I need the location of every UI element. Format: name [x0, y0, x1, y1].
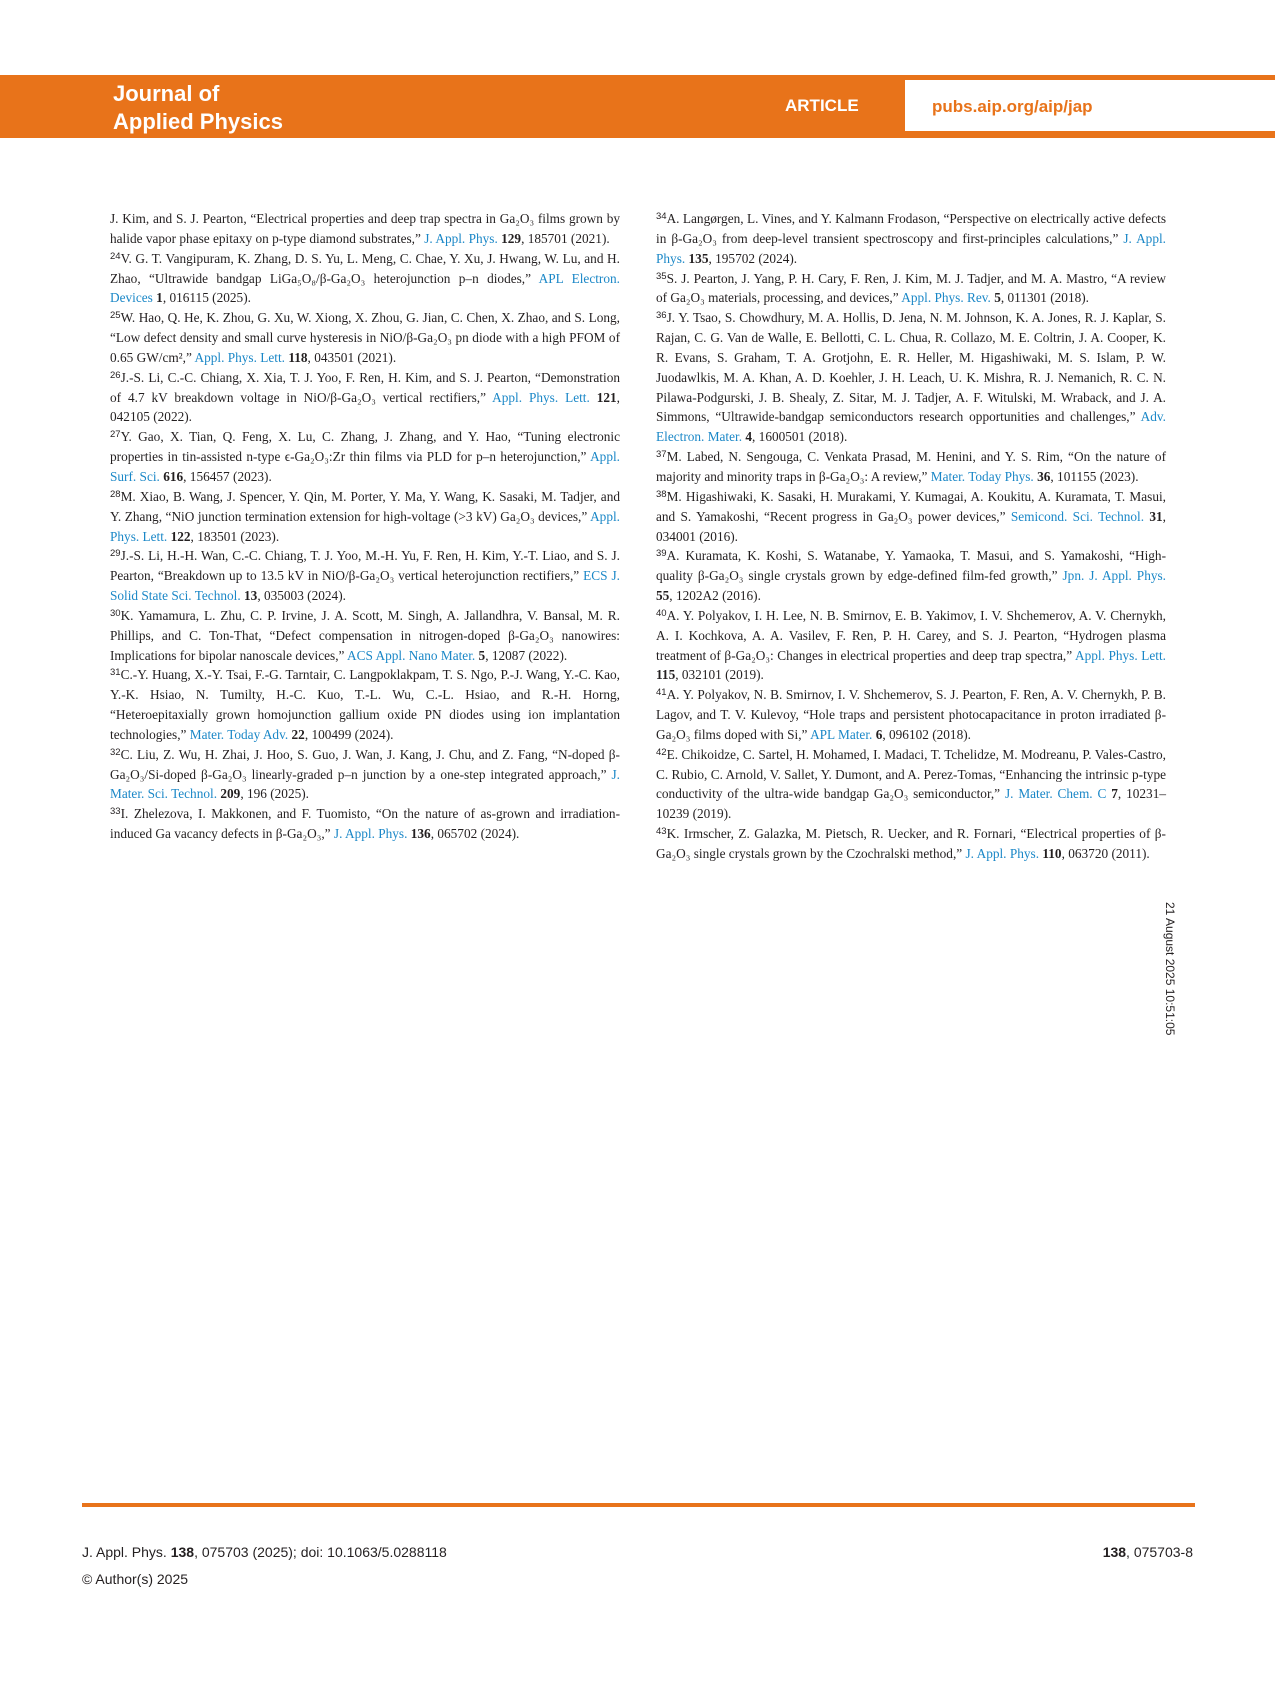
reference-text: M. Higashiwaki, K. Sasaki, H. Murakami, Y. Kumagai, A. Koukitu, A. Kuramata, T. Masui, and S. Yamakoshi, “Recent progress in Ga₂O₃ power devices,” [656, 488, 1166, 524]
reference-journal-link[interactable]: Appl. Phys. Lett. [1075, 647, 1166, 663]
reference-volume: 4 [745, 429, 753, 445]
reference-volume: 122 [170, 528, 191, 544]
reference-text: W. Hao, Q. He, K. Zhou, G. Xu, W. Xiong, X. Zhou, G. Jian, C. Chen, X. Zhao, and S. Long, “Low defect density and small curve hysteresis in NiO/β-Ga₂O₃ pn diode with a high PFOM of 0.65 GW/cm²,” [110, 310, 620, 365]
reference-item [656, 269, 1166, 309]
reference-journal-link[interactable]: Mater. Today Phys. [930, 468, 1034, 484]
reference-journal-link[interactable]: J. Mater. Chem. C [1004, 786, 1107, 802]
reference-text: V. G. T. Vangipuram, K. Zhang, D. S. Yu, L. Meng, C. Chae, Y. Xu, J. Hwang, W. Lu, and H. Zhao, “Ultrawide bandgap LiGa₅O₈/β-Ga₂O₃ heterojunction p–n diodes,” [110, 250, 620, 286]
reference-number: 41 [656, 687, 667, 699]
reference-text: A. Kuramata, K. Koshi, S. Watanabe, Y. Yamaoka, T. Masui, and S. Yamakoshi, “High-quality β-Ga₂O₃ single crystals grown by edge-defined film-fed growth,” [656, 548, 1166, 584]
reference-number: 33 [110, 806, 121, 818]
footer-cite-prefix: J. Appl. Phys. [82, 1544, 171, 1560]
reference-volume: 22 [291, 726, 305, 742]
reference-volume: 110 [1042, 846, 1062, 861]
reference-text: Y. Gao, X. Tian, Q. Feng, X. Lu, C. Zhang, J. Zhang, and Y. Hao, “Tuning electronic properties in tin-assisted n-type ϵ-Ga₂O₃:Zr thin films via PLD for p–n heterojunction,” [110, 429, 620, 465]
reference-journal-link[interactable]: Adv. Electron. Mater. [656, 409, 1166, 445]
reference-item [110, 427, 620, 487]
reference-pages-year: , 011301 (2018). [1000, 290, 1089, 306]
reference-journal-link[interactable]: APL Mater. [810, 726, 873, 742]
reference-journal-link[interactable]: J. Appl. Phys. [656, 230, 1166, 266]
references-left-column [110, 209, 620, 844]
reference-pages-year: , 063720 (2011). [1061, 846, 1150, 861]
footer-rule [82, 1503, 1195, 1507]
reference-pages-year: , 065702 (2024). [430, 826, 520, 842]
reference-number: 32 [110, 746, 121, 758]
reference-item [110, 487, 620, 547]
footer-copyright: © Author(s) 2025 [82, 1571, 189, 1587]
reference-number: 42 [656, 746, 667, 758]
reference-number: 24 [110, 250, 121, 262]
reference-journal-link[interactable]: ACS Appl. Nano Mater. [347, 647, 476, 663]
reference-item [110, 804, 620, 844]
reference-journal-link[interactable]: Semicond. Sci. Technol. [1010, 508, 1145, 524]
reference-text: K. Yamamura, L. Zhu, C. P. Irvine, J. A. Scott, M. Singh, A. Jallandhra, V. Bansal, M. R. Phillips, and C. Ton-That, “Defect compensation in nitrogen-doped β-Ga₂O₃ nanowires: Implications for bipolar nanoscale devices,” [110, 607, 620, 663]
reference-pages-year: , 1600501 (2018). [752, 429, 848, 445]
reference-pages-year: , 100499 (2024). [304, 726, 394, 742]
reference-journal-link[interactable]: ECS J. Solid State Sci. Technol. [110, 568, 620, 604]
reference-number: 31 [110, 667, 121, 679]
reference-text: A. Y. Polyakov, N. B. Smirnov, I. V. Shchemerov, S. J. Pearton, F. Ren, A. V. Chernykh, P. B. Lagov, and T. V. Kulevoy, “Hole traps and persistent photocapacitance in proton irradiated β-Ga₂O₃ films doped with Si,” [656, 687, 1166, 742]
reference-number: 28 [110, 488, 121, 500]
reference-number: 39 [656, 548, 667, 560]
reference-volume: 135 [688, 250, 709, 266]
reference-text: C. Liu, Z. Wu, H. Zhai, J. Hoo, S. Guo, J. Wan, J. Kang, J. Chu, and Z. Fang, “N-doped β-Ga₂O₃/Si-doped β-Ga₂O₃ linearly-graded p–n junction by a one-step integrated approach,” [110, 746, 620, 782]
reference-pages-year: , 035003 (2024). [257, 588, 346, 604]
reference-journal-link[interactable]: J. Appl. Phys. [424, 230, 498, 246]
reference-volume: 616 [163, 468, 184, 484]
reference-item [656, 209, 1166, 269]
reference-number: 27 [110, 429, 121, 441]
reference-journal-link[interactable]: Appl. Phys. Lett. [194, 349, 285, 365]
reference-volume: 1 [156, 290, 163, 306]
reference-volume: 13 [244, 588, 258, 604]
reference-item [110, 546, 620, 606]
reference-pages-year: , 043501 (2021). [307, 349, 397, 365]
reference-volume: 7 [1111, 786, 1118, 802]
reference-number: 26 [110, 369, 121, 381]
reference-journal-link[interactable]: Appl. Phys. Lett. [110, 508, 620, 544]
reference-volume: 118 [288, 349, 308, 365]
reference-pages-year: , 185701 (2021). [521, 230, 610, 246]
journal-url-link[interactable]: pubs.aip.org/aip/jap [932, 97, 1093, 116]
reference-item [656, 447, 1166, 487]
reference-pages-year: , 12087 (2022). [485, 647, 568, 663]
reference-text: M. Labed, N. Sengouga, C. Venkata Prasad, M. Henini, and Y. S. Rim, “On the nature of majority and minority traps in β-Ga₂O₃: A review,” [656, 449, 1166, 484]
reference-journal-link[interactable]: J. Appl. Phys. [333, 826, 408, 842]
reference-text: J. Kim, and S. J. Pearton, “Electrical properties and deep trap spectra in Ga₂O₃ films grown by halide vapor phase epitaxy on p-type diamond substrates,” [110, 211, 620, 246]
reference-pages-year: , 032101 (2019). [675, 667, 764, 683]
reference-pages-year: , 042105 (2022). [110, 389, 620, 425]
reference-journal-link[interactable]: Jpn. J. Appl. Phys. [1062, 568, 1166, 584]
reference-number: 35 [656, 270, 667, 282]
reference-text: C.-Y. Huang, X.-Y. Tsai, F.-G. Tarntair, C. Langpoklakpam, T. S. Ngo, P.-J. Wang, Y.-C. Kao, Y.-K. Hsiao, N. Tumilty, H.-C. Kuo, T.-L. Wu, C.-L. Hsiao, and R.-H. Horng, “Heteroepitaxially grown homojunction gallium oxide PN diodes using ion implantation technologies,” [110, 667, 620, 742]
reference-item [110, 308, 620, 368]
reference-item [656, 745, 1166, 824]
reference-volume: 31 [1149, 508, 1163, 524]
margin-download-timestamp: 21 August 2025 10:51:05 [1163, 902, 1177, 1036]
reference-volume: 5 [478, 647, 486, 663]
reference-journal-link[interactable]: Appl. Phys. Lett. [492, 389, 590, 405]
reference-item [110, 209, 620, 249]
reference-journal-link[interactable]: Appl. Phys. Rev. [901, 290, 991, 306]
reference-volume: 6 [875, 726, 883, 742]
reference-item [656, 685, 1166, 745]
reference-number: 37 [656, 449, 667, 461]
reference-text: M. Xiao, B. Wang, J. Spencer, Y. Qin, M. Porter, Y. Ma, Y. Wang, K. Sasaki, M. Tadjer, and Y. Zhang, “NiO junction termination extension for high-voltage (>3 kV) Ga₂O₃ devices,” [110, 488, 620, 524]
journal-title-line1: Journal of [113, 81, 220, 106]
reference-text: A. Langørgen, L. Vines, and Y. Kalmann Frodason, “Perspective on electrically active defects in β-Ga₂O₃ from deep-level transient spectroscopy and first-principles calculations,” [656, 211, 1166, 246]
reference-pages-year: , 195702 (2024). [708, 250, 798, 266]
reference-text: E. Chikoidze, C. Sartel, H. Mohamed, I. Madaci, T. Tchelidze, M. Modreanu, P. Vales-Castro, C. Rubio, C. Arnold, V. Sallet, Y. Dumont, and A. Perez-Tomas, “Enhancing the intrinsic p-type conductivity of the ultra-wide bandgap Ga₂O₃ semiconductor,” [656, 746, 1166, 802]
reference-text: J.-S. Li, C.-C. Chiang, X. Xia, T. J. Yoo, F. Ren, H. Kim, and S. J. Pearton, “Demonstration of 4.7 kV breakdown voltage in NiO/β-Ga₂O₃ vertical rectifiers,” [110, 369, 620, 405]
footer-page-rest: , 075703-8 [1126, 1544, 1193, 1560]
reference-text: J.-S. Li, H.-H. Wan, C.-C. Chiang, T. J. Yoo, M.-H. Yu, F. Ren, H. Kim, Y.-T. Liao, and S. J. Pearton, “Breakdown up to 13.5 kV in NiO/β-Ga₂O₃ vertical heterojunction rectifiers,” [110, 548, 620, 584]
reference-journal-link[interactable]: Mater. Today Adv. [189, 726, 289, 742]
reference-volume: 36 [1037, 468, 1051, 484]
footer-cite-rest: , 075703 (2025); doi: 10.1063/5.0288118 [194, 1544, 447, 1560]
reference-pages-year: , 096102 (2018). [882, 726, 971, 742]
reference-pages-year: , 1202A2 (2016). [669, 588, 761, 604]
reference-pages-year: , 016115 (2025). [162, 290, 251, 306]
references-right-column [656, 209, 1166, 864]
reference-item [656, 546, 1166, 606]
reference-item [110, 745, 620, 805]
reference-text: I. Zhelezova, I. Makkonen, and F. Tuomisto, “On the nature of as-grown and irradiation-induced Ga vacancy defects in β-Ga₂O₃,” [110, 806, 620, 842]
reference-volume: 5 [994, 290, 1001, 306]
reference-item [110, 249, 620, 309]
reference-number: 38 [656, 488, 667, 500]
reference-journal-link[interactable]: J. Mater. Sci. Technol. [110, 766, 620, 802]
reference-volume: 55 [656, 588, 670, 604]
reference-journal-link[interactable]: APL Electron. Devices [110, 270, 620, 306]
reference-item [110, 368, 620, 428]
reference-pages-year: , 034001 (2016). [656, 508, 1166, 544]
journal-title[interactable] [113, 80, 283, 136]
reference-volume: 121 [596, 389, 617, 405]
reference-number: 36 [656, 310, 667, 322]
reference-volume: 129 [501, 230, 522, 246]
reference-number: 34 [656, 211, 667, 222]
reference-item [110, 665, 620, 744]
reference-journal-link[interactable]: J. Appl. Phys. [965, 846, 1040, 861]
reference-text: J. Y. Tsao, S. Chowdhury, M. A. Hollis, D. Jena, N. M. Johnson, K. A. Jones, R. J. Kaplar, S. Rajan, C. G. Van de Walle, E. Bellotti, C. L. Chua, R. Collazo, M. E. Coltrin, J. A. Cooper, K. R. Evans, S. Graham, T. A. Grotjohn, E. R. Heller, M. Higashiwaki, M. S. Islam, P. W. Juodawlkis, M. A. Khan, A. D. Koehler, J. H. Leach, U. K. Mishra, R. J. Nemanich, R. C. N. Pilawa-Podgurski, J. B. Shealy, Z. Sitar, M. J. Tadjer, A. F. Witulski, M. Wraback, and J. A. Simmons, “Ultrawide-bandgap semiconductors research opportunities and challenges,” [656, 310, 1166, 425]
journal-title-line2: Applied Physics [113, 109, 283, 134]
reference-item [656, 824, 1166, 864]
reference-number: 40 [656, 607, 667, 619]
reference-item [656, 606, 1166, 685]
reference-item [656, 308, 1166, 447]
footer-citation [82, 1544, 447, 1560]
reference-pages-year: , 183501 (2023). [190, 528, 280, 544]
reference-journal-link[interactable]: Appl. Surf. Sci. [110, 449, 620, 484]
reference-pages-year: , 101155 (2023). [1050, 468, 1139, 484]
reference-volume: 115 [656, 667, 676, 683]
footer-cite-volume: 138 [170, 1544, 195, 1560]
footer-page-number [1103, 1544, 1193, 1560]
footer-page-volume: 138 [1102, 1544, 1127, 1560]
reference-pages-year: , 196 (2025). [240, 786, 310, 802]
reference-number: 43 [656, 826, 667, 838]
reference-item [110, 606, 620, 666]
reference-text: A. Y. Polyakov, I. H. Lee, N. B. Smirnov, E. B. Yakimov, I. V. Shchemerov, A. V. Chernykh, A. I. Kochkova, A. A. Vasilev, F. Ren, P. H. Carey, and S. J. Pearton, “Hydrogen plasma treatment of β-Ga₂O₃: Changes in electrical properties and deep trap spectra,” [656, 607, 1166, 663]
reference-text: S. J. Pearton, J. Yang, P. H. Cary, F. Ren, J. Kim, M. J. Tadjer, and M. A. Mastro, “A review of Ga₂O₃ materials, processing, and devices,” [656, 270, 1166, 306]
reference-text: K. Irmscher, Z. Galazka, M. Pietsch, R. Uecker, and R. Fornari, “Electrical properties of β-Ga₂O₃ single crystals grown by the Czochralski method,” [656, 826, 1166, 861]
reference-volume: 209 [220, 786, 241, 802]
reference-number: 29 [110, 548, 121, 560]
reference-number: 25 [110, 310, 121, 322]
article-type-label: ARTICLE [785, 96, 859, 115]
reference-pages-year: , 156457 (2023). [183, 468, 272, 484]
reference-pages-year: , 10231–10239 (2019). [656, 786, 1166, 822]
reference-number: 30 [110, 607, 121, 619]
reference-item [656, 487, 1166, 547]
reference-volume: 136 [410, 826, 431, 842]
